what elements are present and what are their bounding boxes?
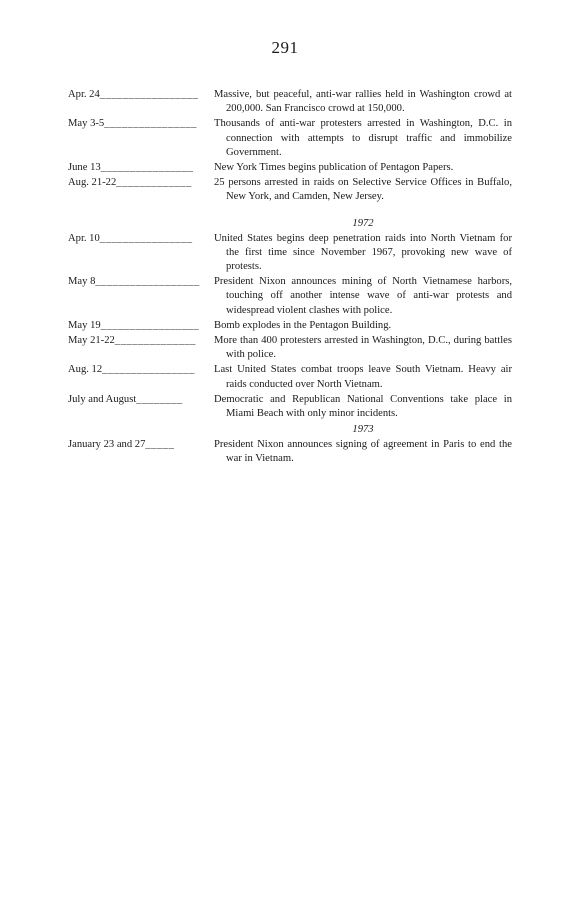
dot-leader: __________________ bbox=[95, 276, 200, 288]
entry-description: 25 persons arrested in raids on Selective Service Offices in Buffalo, New York, and Camden, New Jersey. bbox=[214, 177, 512, 203]
dot-leader: ________ bbox=[136, 393, 183, 405]
dot-leader: _____ bbox=[145, 439, 175, 451]
dot-leader: ________________ bbox=[102, 364, 195, 376]
entry-date-cell bbox=[68, 393, 214, 407]
entry-description: President Nixon announces signing of agreement in Paris to end the war in Vietnam. bbox=[214, 439, 512, 465]
entry-date-cell bbox=[68, 438, 214, 452]
chronology-entry bbox=[68, 319, 512, 333]
entry-date: June 13 bbox=[68, 162, 101, 174]
entry-description: New York Times begins publication of Pentagon Papers. bbox=[214, 162, 454, 174]
entry-description: Massive, but peaceful, anti-war rallies held in Washington crowd at 200,000. San Francisco crowd at 150,000. bbox=[214, 89, 512, 115]
entry-date-cell bbox=[68, 176, 214, 190]
chronology-entry bbox=[68, 232, 512, 275]
entry-description: Democratic and Republican National Conventions take place in Miami Beach with only minor incidents. bbox=[214, 393, 512, 420]
entry-date-cell bbox=[68, 117, 214, 131]
chronology-entry bbox=[68, 275, 512, 318]
entry-description: United States begins deep penetration raids into North Vietnam for the first time since November 1967, provoking new wave of protests. bbox=[214, 232, 512, 273]
dot-leader: _________________ bbox=[99, 89, 199, 100]
entry-date-cell bbox=[68, 363, 214, 377]
entry-date: Apr. 24 bbox=[68, 89, 100, 100]
dot-leader: ______________ bbox=[114, 335, 196, 347]
chronology-entry bbox=[68, 176, 512, 204]
entry-date: May 21-22 bbox=[68, 335, 115, 347]
dot-leader: _________________ bbox=[100, 319, 200, 331]
entry-date: January 23 and 27 bbox=[68, 439, 146, 451]
chronology-entry bbox=[68, 438, 512, 466]
entry-description: More than 400 protesters arrested in Washington, D.C., during battles with police. bbox=[214, 335, 512, 361]
entry-date: July and August bbox=[68, 393, 137, 405]
dot-leader: _____________ bbox=[116, 177, 192, 189]
chronology-entry bbox=[68, 161, 512, 175]
entry-date: May 3-5 bbox=[68, 118, 105, 130]
entry-date-cell bbox=[68, 88, 214, 102]
chronology-list bbox=[68, 88, 512, 468]
entry-date-cell bbox=[68, 232, 214, 246]
entry-date-cell bbox=[68, 334, 214, 348]
year-heading: 1972 bbox=[352, 217, 374, 229]
page-number: 291 bbox=[271, 38, 299, 57]
entry-date-cell bbox=[68, 275, 214, 289]
year-heading: 1973 bbox=[352, 424, 374, 436]
chronology-entry bbox=[68, 117, 512, 160]
entry-description: President Nixon announces mining of North Vietnamese harbors, touching off another intense wave of anti-war protests and widespread violent clashes with police. bbox=[214, 276, 512, 316]
entry-description: Bomb explodes in the Pentagon Building. bbox=[214, 319, 392, 331]
dot-leader: ________________ bbox=[104, 118, 197, 130]
chronology-entry bbox=[68, 334, 512, 362]
entry-date-cell bbox=[68, 161, 214, 175]
entry-description: Thousands of anti-war protesters arrested in Washington, D.C. in connection with attempts to disrupt traffic and immobilize Government. bbox=[214, 118, 512, 158]
dot-leader: ________________ bbox=[100, 162, 194, 174]
dot-leader: ________________ bbox=[99, 232, 193, 244]
entry-date-cell bbox=[68, 319, 214, 333]
entry-date: Apr. 10 bbox=[68, 232, 100, 244]
entry-date: May 19 bbox=[68, 319, 101, 331]
chronology-entry bbox=[68, 363, 512, 391]
entry-date: Aug. 12 bbox=[68, 364, 103, 376]
chronology-entry bbox=[68, 393, 512, 421]
entry-description: Last United States combat troops leave South Vietnam. Heavy air raids conducted over North Vietnam. bbox=[214, 364, 512, 390]
entry-date: Aug. 21-22 bbox=[68, 177, 117, 189]
chronology-entry bbox=[68, 88, 512, 116]
entry-date: May 8 bbox=[68, 276, 96, 288]
